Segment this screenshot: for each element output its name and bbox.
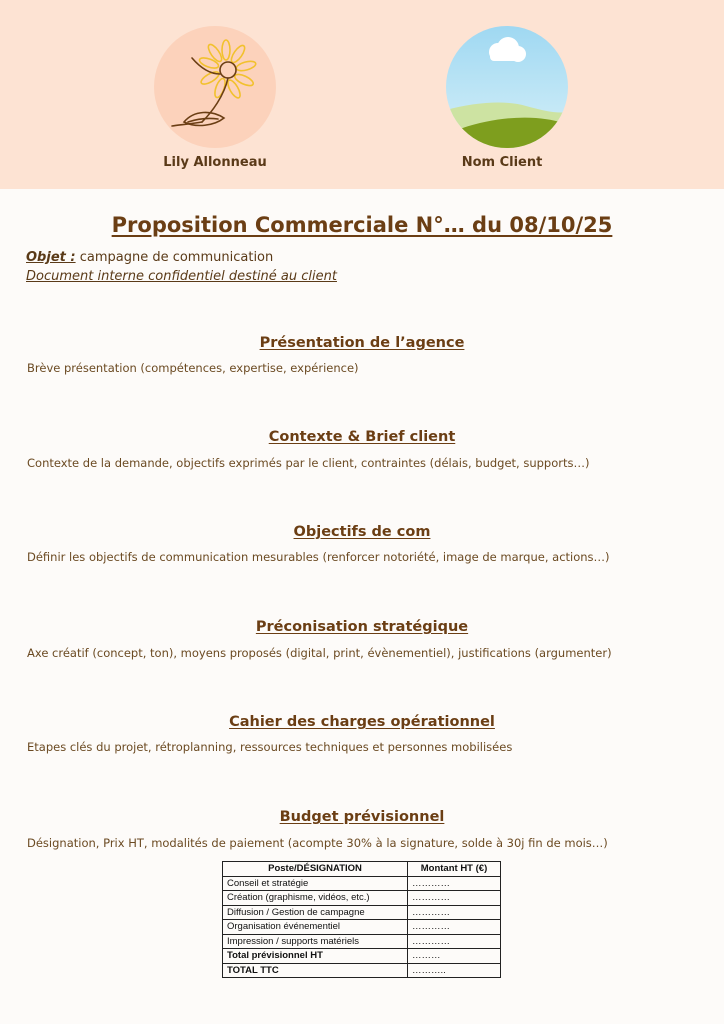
- section-title-preconisation: Préconisation stratégique: [255, 619, 469, 635]
- table-row-total-ttc: [223, 963, 501, 978]
- section-title-agence: Présentation de l’agence: [259, 335, 465, 351]
- document-title: Proposition Commerciale N°… du 08/10/25: [111, 213, 613, 237]
- section-title-cahier: Cahier des charges opérationnel: [229, 714, 495, 730]
- objet-line: [26, 250, 273, 265]
- row-label: TOTAL TTC: [223, 963, 408, 978]
- table-row: [223, 891, 501, 906]
- table-row: [223, 905, 501, 920]
- section-text-budget: Désignation, Prix HT, modalités de paiement (acompte 30% à la signature, solde à 30j fin de mois…): [27, 836, 608, 850]
- table-row: [223, 920, 501, 935]
- sunflower-icon: [154, 26, 276, 148]
- objet-label: Objet :: [26, 250, 76, 265]
- row-amount: …………: [408, 934, 501, 949]
- section-text-cahier: Etapes clés du projet, rétroplanning, ressources techniques et personnes mobilisées: [27, 740, 513, 754]
- header-banner: [0, 0, 724, 189]
- row-label: Diffusion / Gestion de campagne: [223, 905, 408, 920]
- row-label: Organisation événementiel: [223, 920, 408, 935]
- confidential-note: Document interne confidentiel destiné au client: [26, 269, 337, 284]
- section-text-contexte: Contexte de la demande, objectifs exprimés par le client, contraintes (délais, budget, supports…): [27, 456, 590, 470]
- table-header-row: [223, 862, 501, 877]
- landscape-icon: [446, 26, 568, 148]
- objet-value: campagne de communication: [75, 250, 274, 265]
- table-row-total-ht: [223, 949, 501, 964]
- section-title-contexte: Contexte & Brief client: [268, 429, 456, 445]
- col-header-designation: Poste/DÉSIGNATION: [223, 862, 408, 877]
- row-amount: ………: [408, 949, 501, 964]
- row-label: Création (graphisme, vidéos, etc.): [223, 891, 408, 906]
- client-logo: [446, 26, 568, 148]
- row-amount: ………..: [408, 963, 501, 978]
- col-header-montant: Montant HT (€): [408, 862, 501, 877]
- row-amount: …………: [408, 905, 501, 920]
- section-text-objectifs: Définir les objectifs de communication mesurables (renforcer notoriété, image de marque, actions…): [27, 550, 610, 564]
- agency-name: Lily Allonneau: [163, 155, 267, 170]
- client-name: Nom Client: [461, 155, 543, 170]
- table-row: [223, 876, 501, 891]
- section-title-objectifs: Objectifs de com: [293, 524, 431, 540]
- row-label: Conseil et stratégie: [223, 876, 408, 891]
- row-amount: …………: [408, 891, 501, 906]
- row-amount: …………: [408, 876, 501, 891]
- budget-table: [222, 861, 501, 978]
- table-row: [223, 934, 501, 949]
- section-text-preconisation: Axe créatif (concept, ton), moyens proposés (digital, print, évènementiel), justifications (argumenter): [27, 646, 612, 660]
- row-label: Impression / supports matériels: [223, 934, 408, 949]
- row-label: Total prévisionnel HT: [223, 949, 408, 964]
- section-title-budget: Budget prévisionnel: [279, 809, 445, 825]
- row-amount: …………: [408, 920, 501, 935]
- agency-logo: [154, 26, 276, 148]
- section-text-agence: Brève présentation (compétences, expertise, expérience): [27, 361, 359, 375]
